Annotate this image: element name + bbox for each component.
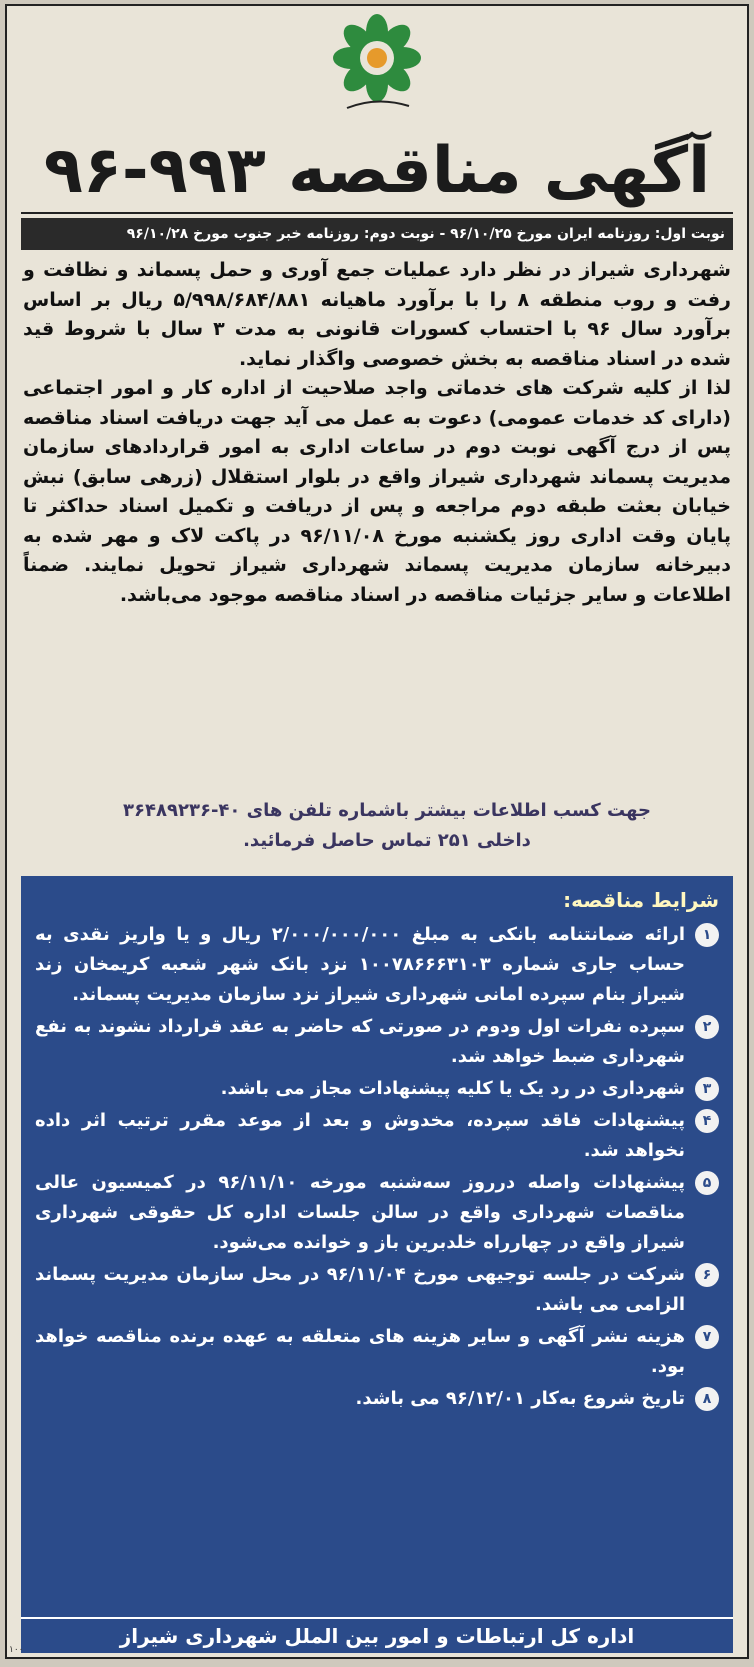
issuer-footer: اداره کل ارتباطات و امور بین الملل شهرداری شیراز [21, 1617, 733, 1653]
notice-body [23, 256, 731, 610]
title-divider [21, 212, 733, 214]
conditions-list [35, 920, 719, 1414]
conditions-title: شرایط مناقصه: [563, 888, 719, 912]
condition-text: پیشنهادات فاقد سپرده، مخدوش و بعد از موعد مقرر ترتیب اثر داده نخواهد شد. [35, 1110, 685, 1161]
condition-item [35, 920, 719, 1010]
tender-notice [5, 4, 749, 1659]
invitation-paragraph: لذا از کلیه شرکت های خدماتی واجد صلاحیت از اداره کار و امور اجتماعی (دارای کد خدمات عمومی) دعوت به عمل می آید جهت دریافت اسناد مناقصه پس از درج آگهی نوبت دوم در ساعات اداری به امور قراردادهای سازمان مدیریت پسماند شهرداری شیراز واقع در بلوار استقلال (زرهی سابق) نبش خیابان بعثت طبقه دوم مراجعه و پس از دریافت و تکمیل اسناد حداکثر تا پایان وقت اداری روز یکشنبه مورخ ۹۶/۱۱/۰۸ در پاکت لاک و مهر شده به دبیرخانه سازمان مدیریت پسماند شهرداری شیراز تحویل نمایند. ضمناً اطلاعات و سایر جزئیات مناقصه در اسناد مناقصه موجود می‌باشد. [23, 377, 731, 606]
issuer-name: شهرداری شیراز [579, 259, 731, 281]
condition-text: شرکت در جلسه توجیهی مورخ ۹۶/۱۱/۰۴ در محل سازمان مدیریت پسماند الزامی می باشد. [35, 1264, 685, 1315]
condition-text: شهرداری در رد یک یا کلیه پیشنهادات مجاز می باشد. [220, 1078, 685, 1099]
condition-text: هزینه نشر آگهی و سایر هزینه های متعلقه به عهده برنده مناقصه خواهد بود. [35, 1326, 685, 1377]
intro-text: در نظر دارد عملیات جمع آوری و حمل پسماند و نظافت و رفت و روب منطقه ۸ را با برآورد ماهیانه ۵/۹۹۸/۶۸۴/۸۸۱ ریال بر اساس برآورد سال ۹۶ با احتساب کسورات قانونی به مدت ۳ سال با شروط قید شده در اسناد مناقصه به بخش خصوصی واگذار نماید. [23, 259, 731, 370]
tender-conditions [21, 876, 733, 1617]
flower-logo-icon [317, 10, 437, 120]
contact-info [47, 796, 727, 856]
condition-item [35, 1074, 719, 1104]
condition-number: ۲ [695, 1015, 719, 1039]
intro-paragraph [23, 256, 731, 374]
condition-item [35, 1384, 719, 1414]
condition-text: پیشنهادات واصله درروز سه‌شنبه مورخه ۹۶/۱۱/۱۰ در کمیسیون عالی مناقصات شهرداری واقع در سالن جلسات اداره کل حقوقی شهرداری شیراز واقع در چهارراه خلدبرین باز و خوانده می‌شود. [35, 1172, 685, 1253]
condition-item [35, 1168, 719, 1258]
condition-number: ۱ [695, 923, 719, 947]
publication-edition: نوبت اول: روزنامه ایران مورخ ۹۶/۱۰/۲۵ - نوبت دوم: روزنامه خبر جنوب مورخ ۹۶/۱۰/۲۸ [21, 218, 733, 250]
condition-item [35, 1260, 719, 1320]
condition-number: ۷ [695, 1325, 719, 1349]
condition-text: تاریخ شروع به‌کار ۹۶/۱۲/۰۱ می باشد. [355, 1388, 685, 1409]
condition-number: ۶ [695, 1263, 719, 1287]
contact-extension: داخلی ۲۵۱ تماس حاصل فرمائید. [243, 830, 531, 851]
condition-item [35, 1012, 719, 1072]
condition-number: ۸ [695, 1387, 719, 1411]
condition-text: ارائه ضمانتنامه بانکی به مبلغ ۲/۰۰۰/۰۰۰/۰۰۰ ریال و یا واریز نقدی به حساب جاری شماره ۱۰۰۷۸۶۶۶۳۱۰۳ نزد بانک شهر شعبه کریمخان زند شیراز بنام سپرده امانی شهرداری شیراز نزد سازمان مدیریت پسماند. [35, 924, 686, 1005]
condition-number: ۴ [695, 1109, 719, 1133]
condition-text: سپرده نفرات اول ودوم در صورتی که حاضر به عقد قرارداد نشوند به نفع شهرداری ضبط خواهد شد. [35, 1016, 685, 1067]
notice-title: آگهی مناقصه ۹۹۳-۹۶ [43, 134, 711, 208]
condition-number: ۳ [695, 1077, 719, 1101]
condition-number: ۵ [695, 1171, 719, 1195]
page-number: ۱۰۰ [9, 1645, 24, 1655]
contact-phone: جهت کسب اطلاعات بیشتر باشماره تلفن های ۴۰-۳۶۴۸۹۲۳۶ [123, 800, 651, 821]
condition-item [35, 1322, 719, 1382]
condition-item [35, 1106, 719, 1166]
